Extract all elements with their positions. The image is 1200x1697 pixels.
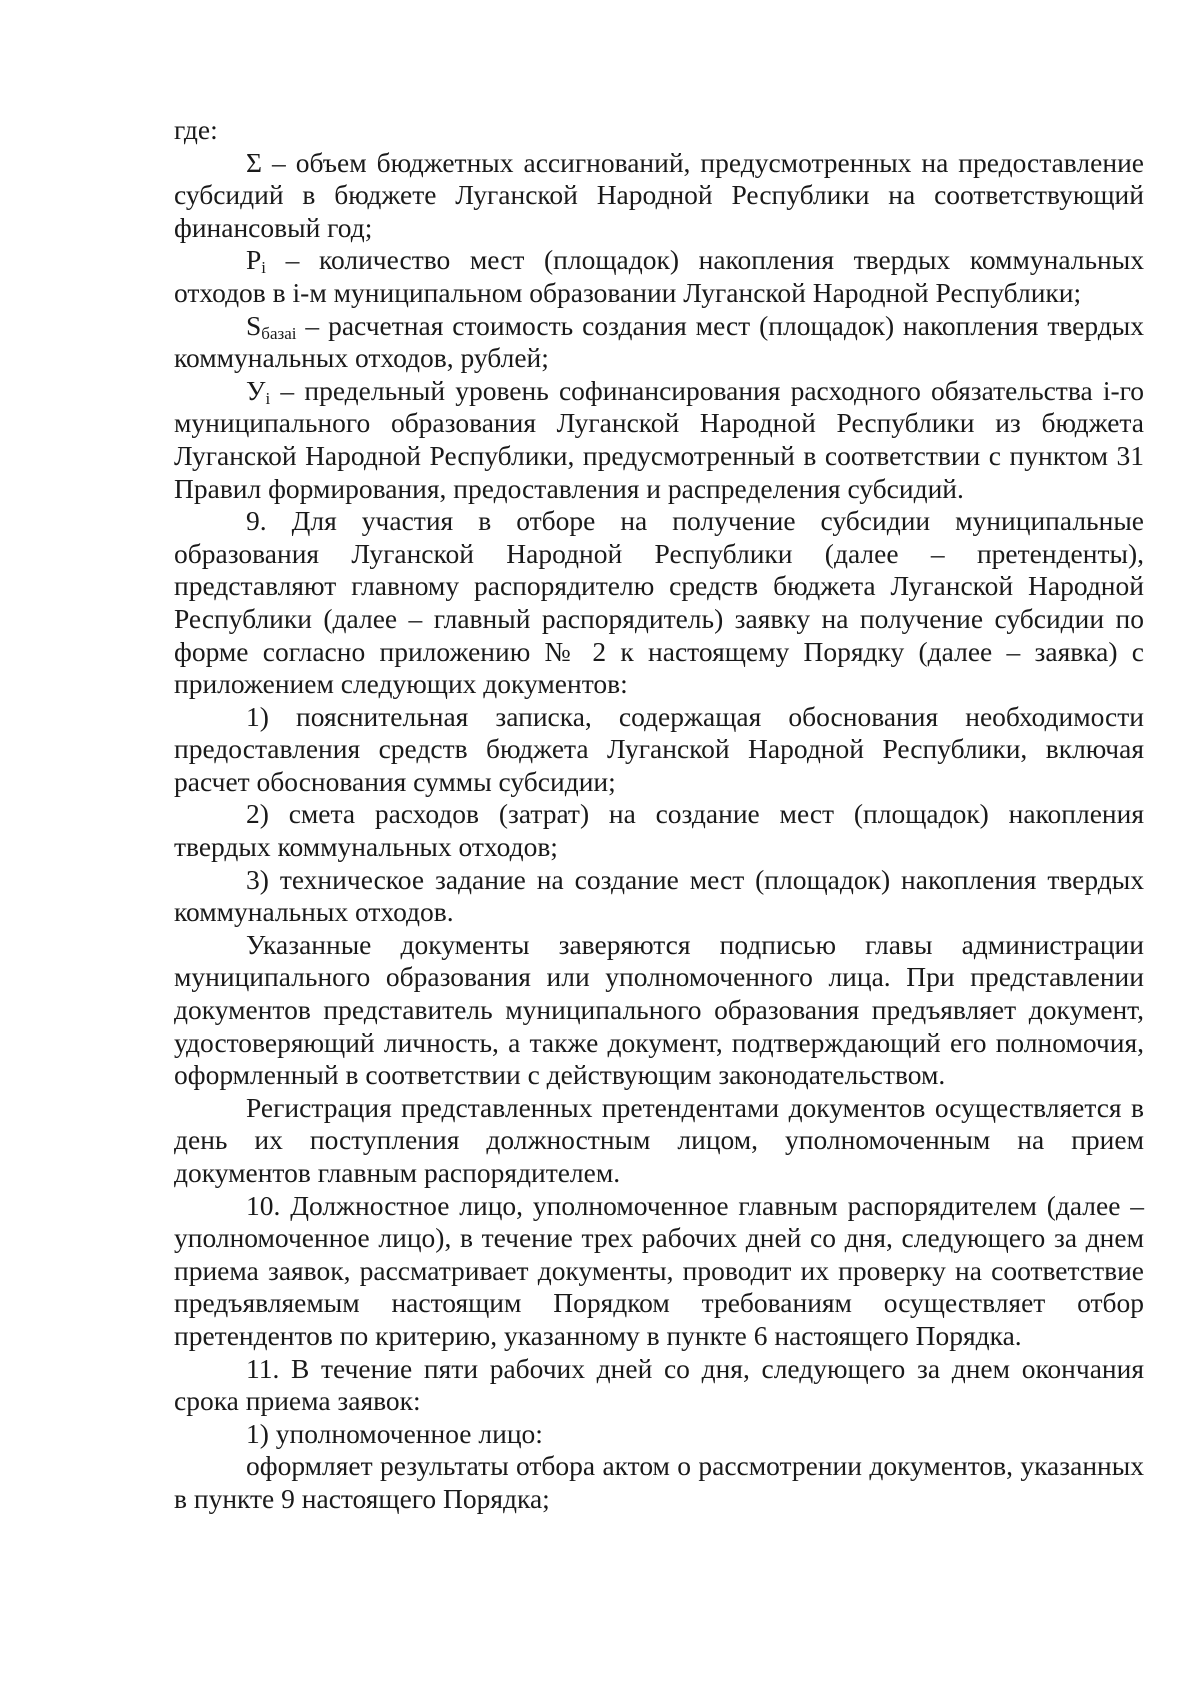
paragraph-11: 11. В течение пяти рабочих дней со дня, следующего за днем окончания срока приема заявок: <box>174 1352 1144 1417</box>
definition-text: – количество мест (площадок) накопления твердых коммунальных отходов в i-м муниципальном образовании Луганской Народной Республики; <box>174 244 1144 308</box>
paragraph-9-item-2: 2) смета расходов (затрат) на создание мест (площадок) накопления твердых коммунальных отходов; <box>174 798 1144 863</box>
paragraph-10: 10. Должностное лицо, уполномоченное главным распорядителем (далее – уполномоченное лицо), в течение трех рабочих дней со дня, следующего за днем приема заявок, рассматривает документы, проводит их проверку на соответствие предъявляемым настоящим Порядком требованиям осуществляет отбор претендентов по критерию, указанному в пункте 6 настоящего Порядка. <box>174 1189 1144 1351</box>
definition-subscript: базаi <box>261 323 297 343</box>
definition-subscript: i <box>265 388 271 408</box>
definition-subscript: i <box>261 258 267 278</box>
definition-text: – объем бюджетных ассигнований, предусмотренных на предоставление субсидий в бюджете Луганской Народной Республики на соответствующий финансовый год; <box>174 146 1144 243</box>
definition-text: – предельный уровень софинансирования расходного обязательства i-го муниципального образования Луганской Народной Республики из бюджета Луганской Народной Республики, предусмотренный в соответствии с пунктом 31 Правил формирования, предоставления и распределения субсидий. <box>174 374 1144 504</box>
definition-symbol: Σ <box>246 146 263 178</box>
definition-p <box>174 244 1144 309</box>
paragraph-registration: Регистрация представленных претендентами документов осуществляется в день их поступления должностным лицом, уполномоченным на прием документов главным распорядителем. <box>174 1091 1144 1188</box>
definition-sum <box>174 147 1144 245</box>
definition-y <box>174 375 1144 505</box>
where-label: где: <box>174 114 218 145</box>
definition-symbol: У <box>246 374 266 406</box>
paragraph-9-item-1: 1) пояснительная записка, содержащая обоснования необходимости предоставления средств бюджета Луганской Народной Республики, включая расчет обоснования суммы субсидии; <box>174 700 1144 797</box>
paragraph-11-item-1: 1) уполномоченное лицо: <box>246 1417 543 1449</box>
paragraph-9: 9. Для участия в отборе на получение субсидии муниципальные образования Луганской Народной Республики (далее – претенденты), представляют главному распорядителю средств бюджета Луганской Народной Республики (далее – главный распорядитель) заявку на получение субсидии по форме согласно приложению № 2 к настоящему Порядку (далее – заявка) с приложением следующих документов: <box>174 505 1144 700</box>
paragraph-11-item-1-text: оформляет результаты отбора актом о рассмотрении документов, указанных в пункте 9 настоящего Порядка; <box>174 1450 1144 1514</box>
definition-text: – расчетная стоимость создания мест (площадок) накопления твердых коммунальных отходов, рублей; <box>174 309 1144 374</box>
paragraph-9-item-3: 3) техническое задание на создание мест (площадок) накопления твердых коммунальных отходов. <box>174 863 1144 928</box>
paragraph-certification: Указанные документы заверяются подписью главы администрации муниципального образования или уполномоченного лица. При представлении документов представитель муниципального образования предъявляет документ, удостоверяющий личность, а также документ, подтверждающий его полномочия, оформленный в соответствии с действующим законодательством. <box>174 928 1144 1091</box>
document-body <box>174 114 1144 1516</box>
definition-symbol: P <box>246 244 262 276</box>
definition-symbol: S <box>246 309 262 341</box>
definition-s <box>174 310 1144 375</box>
